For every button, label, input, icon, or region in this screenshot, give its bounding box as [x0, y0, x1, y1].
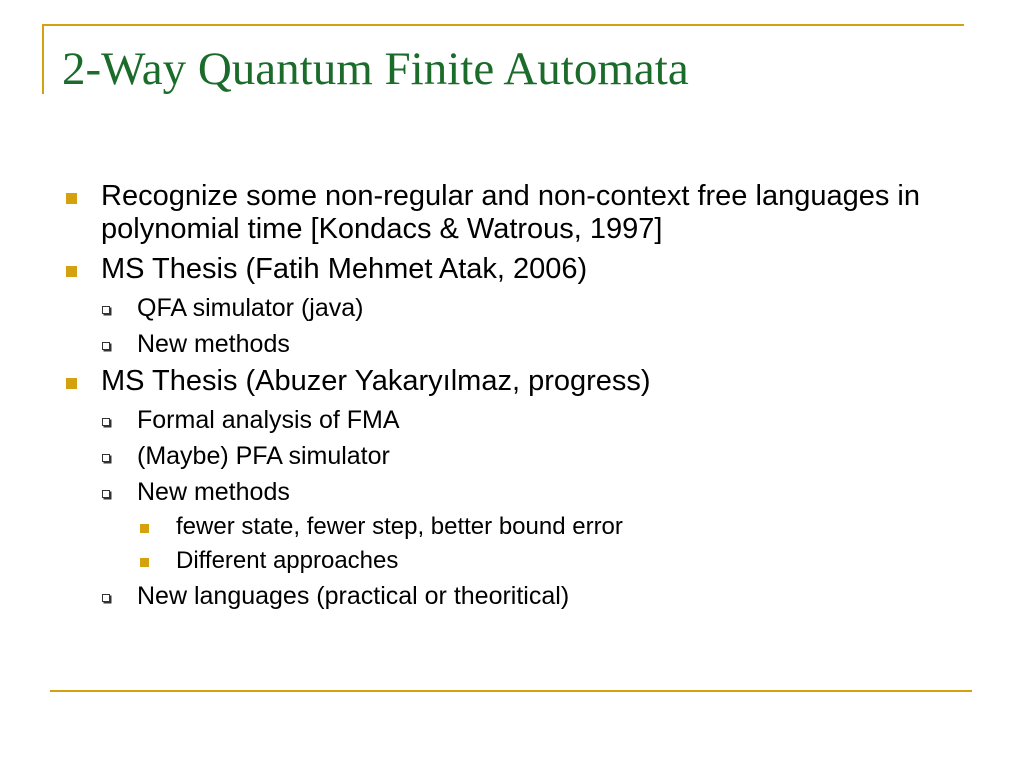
hollow-square-bullet-icon: [102, 490, 110, 498]
hollow-square-bullet-icon: [102, 306, 110, 314]
frame-top-rule: [42, 24, 964, 26]
sub-bullet-item: [60, 329, 960, 359]
hollow-square-bullet-icon: [102, 342, 110, 350]
sub-bullet-text: New methods: [137, 478, 290, 506]
frame-bottom-rule: [50, 690, 972, 692]
sub-sub-bullet-item: [60, 547, 960, 575]
hollow-square-bullet-icon: [102, 418, 110, 426]
square-bullet-icon: [66, 266, 77, 277]
square-bullet-icon: [140, 524, 149, 533]
sub-bullet-item: [60, 477, 960, 507]
bullet-item: [60, 180, 960, 246]
bullet-text: Recognize some non-regular and non-context free languages in polynomial time [Kondacs & Watrous, 1997]: [101, 180, 920, 245]
bullet-list: [60, 180, 960, 617]
slide-title: 2-Way Quantum Finite Automata: [62, 43, 689, 95]
sub-bullet-text: New methods: [137, 330, 290, 358]
sub-bullet-item: [60, 405, 960, 435]
bullet-item: [60, 253, 960, 286]
sub-bullet-item: [60, 581, 960, 611]
bullet-text: MS Thesis (Abuzer Yakaryılmaz, progress): [101, 365, 651, 397]
sub-bullet-text: Formal analysis of FMA: [137, 406, 400, 434]
hollow-square-bullet-icon: [102, 594, 110, 602]
sub-sub-bullet-text: Different approaches: [176, 547, 399, 574]
sub-bullet-text: (Maybe) PFA simulator: [137, 442, 390, 470]
square-bullet-icon: [140, 558, 149, 567]
sub-bullet-item: [60, 441, 960, 471]
square-bullet-icon: [66, 193, 77, 204]
bullet-item: [60, 365, 960, 398]
bullet-text: MS Thesis (Fatih Mehmet Atak, 2006): [101, 253, 588, 285]
sub-sub-bullet-item: [60, 513, 960, 541]
sub-bullet-text: New languages (practical or theoritical): [137, 582, 570, 610]
sub-bullet-text: QFA simulator (java): [137, 294, 364, 322]
frame-left-rule: [42, 24, 44, 94]
hollow-square-bullet-icon: [102, 454, 110, 462]
sub-sub-bullet-text: fewer state, fewer step, better bound error: [176, 513, 623, 540]
sub-bullet-item: [60, 293, 960, 323]
square-bullet-icon: [66, 378, 77, 389]
